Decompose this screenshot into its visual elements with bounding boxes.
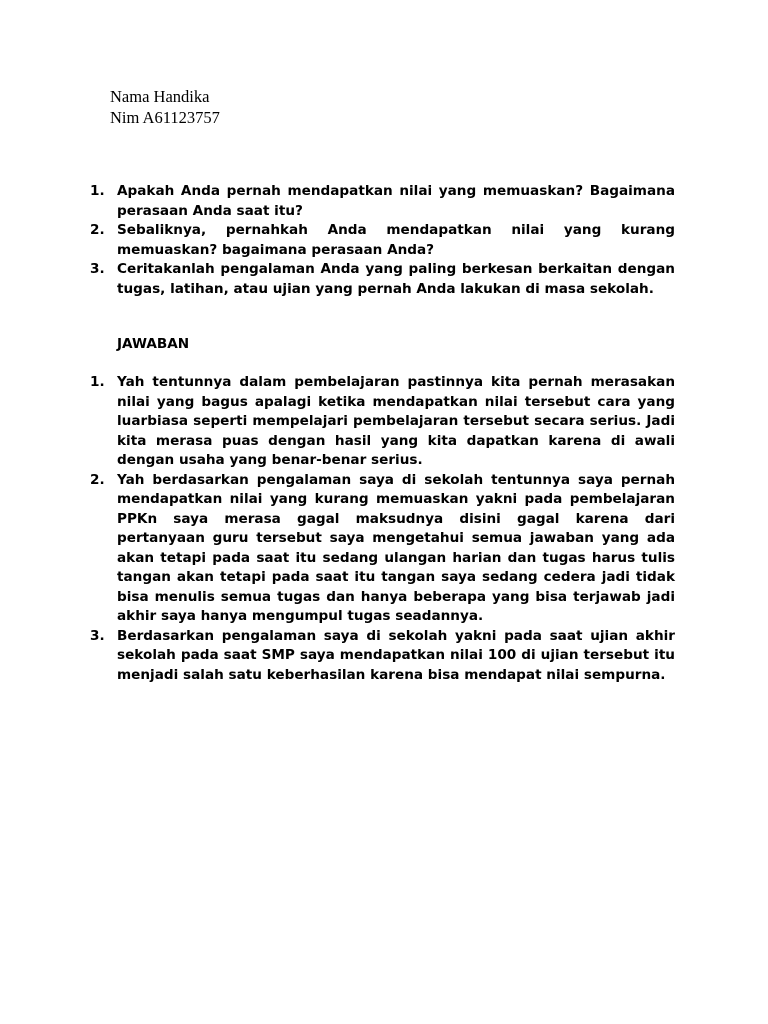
answer-number: 2. (90, 471, 105, 488)
answer-text: Yah berdasarkan pengalaman saya di sekolah tentunnya saya pernah mendapatkan nilai yang kurang memuaskan yakni pada pembelajaran PPKn saya merasa gagal maksudnya disini gagal karena dari pertanyaan guru tersebut saya mengetahui semua jawaban yang ada akan tetapi pada saat itu sedang ulangan harian dan tugas harus tulis tangan akan tetapi pada saat itu tangan saya sedang cedera jadi tidak bisa menulis semua tugas dan hanya beberapa yang bisa terjawab jadi akhir saya hanya mengumpul tugas seadannya. (117, 471, 675, 624)
student-name: Nama Handika (110, 87, 210, 106)
answer-item (90, 373, 675, 471)
question-item (90, 260, 675, 299)
question-item (90, 221, 675, 260)
student-nim: Nim A61123757 (110, 108, 220, 127)
answer-item (90, 627, 675, 686)
question-item (90, 182, 675, 221)
question-text: Ceritakanlah pengalaman Anda yang paling berkesan berkaitan dengan tugas, latihan, atau ujian yang pernah Anda lakukan di masa sekolah. (117, 261, 675, 297)
answer-text: Yah tentunnya dalam pembelajaran pastinnya kita pernah merasakan nilai yang bagus apalagi ketika mendapatkan nilai tersebut cara yang luarbiasa seperti mempelajari pembelajaran tersebut secara serius. Jadi kita merasa puas dengan hasil yang kita dapatkan karena di awali dengan usaha yang benar-benar serius. (117, 374, 675, 468)
answer-list (90, 373, 675, 685)
answers-heading: JAWABAN (117, 336, 190, 352)
question-text: Sebaliknya, pernahkah Anda mendapatkan nilai yang kurang memuaskan? bagaimana perasaan Anda? (117, 222, 675, 258)
question-number: 1. (90, 183, 105, 199)
question-list (90, 182, 675, 299)
student-header (110, 86, 220, 128)
answer-number: 1. (90, 374, 105, 390)
answer-number: 3. (90, 627, 105, 644)
answer-text: Berdasarkan pengalaman saya di sekolah yakni pada saat ujian akhir sekolah pada saat SMP saya mendapatkan nilai 100 di ujian tersebut itu menjadi salah satu keberhasilan karena bisa mendapat nilai sempurna. (117, 627, 675, 683)
question-text: Apakah Anda pernah mendapatkan nilai yang memuaskan? Bagaimana perasaan Anda saat itu? (117, 183, 675, 219)
answer-item (90, 471, 675, 627)
question-number: 2. (90, 222, 105, 238)
question-number: 3. (90, 261, 105, 277)
